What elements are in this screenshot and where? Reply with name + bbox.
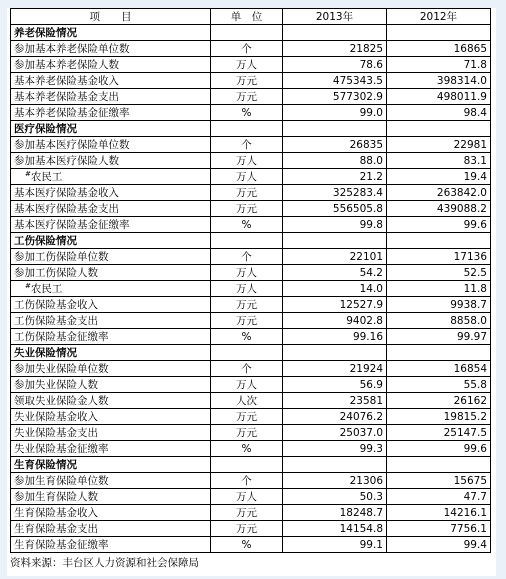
empty-cell — [283, 25, 387, 41]
value-2012: 8858.0 — [387, 313, 491, 329]
value-2012: 99.6 — [387, 217, 491, 233]
row-label: 基本医疗保险基金支出 — [14, 202, 119, 215]
value-2013: 99.3 — [283, 441, 387, 457]
header-unit: 单 位 — [211, 9, 283, 25]
value-2013: 21924 — [283, 361, 387, 377]
row-label-cell — [11, 201, 211, 217]
unit-cell: 万元 — [211, 297, 283, 313]
row-label-cell — [11, 313, 211, 329]
table-row — [11, 313, 491, 329]
unit-cell: 个 — [211, 249, 283, 265]
row-label: 参加基本医疗保险人数 — [14, 154, 119, 167]
empty-cell — [283, 457, 387, 473]
value-2013: 22101 — [283, 249, 387, 265]
row-label-cell — [11, 281, 211, 297]
row-label-cell — [11, 41, 211, 57]
value-2013: 26835 — [283, 137, 387, 153]
value-2012: 71.8 — [387, 57, 491, 73]
table-row — [11, 473, 491, 489]
unit-cell: 个 — [211, 473, 283, 489]
row-label-cell — [11, 361, 211, 377]
table-row — [11, 409, 491, 425]
value-2013: 21825 — [283, 41, 387, 57]
value-2012: 11.8 — [387, 281, 491, 297]
section-title: 失业保险情况 — [11, 345, 211, 361]
row-label-cell — [11, 489, 211, 505]
unit-cell: 万元 — [211, 409, 283, 425]
row-label-cell — [11, 537, 211, 553]
empty-cell — [211, 25, 283, 41]
table-body — [11, 9, 491, 553]
value-2012: 498011.9 — [387, 89, 491, 105]
table-row — [11, 249, 491, 265]
value-2013: 99.8 — [283, 217, 387, 233]
table-row — [11, 153, 491, 169]
empty-cell — [211, 233, 283, 249]
value-2013: 54.2 — [283, 265, 387, 281]
table-row — [11, 505, 491, 521]
row-label-cell — [11, 137, 211, 153]
empty-cell — [211, 345, 283, 361]
row-label: 基本医疗保险基金征缴率 — [14, 218, 130, 231]
row-label-cell — [11, 393, 211, 409]
value-2013: 99.16 — [283, 329, 387, 345]
row-label-cell — [11, 297, 211, 313]
section-row — [11, 457, 491, 473]
table-row — [11, 521, 491, 537]
value-2012: 26162 — [387, 393, 491, 409]
row-label: 生育保险基金收入 — [14, 506, 98, 519]
row-label: 生育保险基金支出 — [14, 522, 98, 535]
row-label: 工伤保险基金征缴率 — [14, 330, 109, 343]
empty-cell — [211, 457, 283, 473]
row-label: 参加生育保险单位数 — [14, 474, 109, 487]
empty-cell — [387, 345, 491, 361]
value-2013: 325283.4 — [283, 185, 387, 201]
unit-cell: 万元 — [211, 313, 283, 329]
row-label-cell — [11, 89, 211, 105]
row-label: 基本养老保险基金收入 — [14, 74, 119, 87]
row-label: 基本养老保险基金支出 — [14, 90, 119, 103]
table-row — [11, 425, 491, 441]
value-2012: 15675 — [387, 473, 491, 489]
unit-cell: 万人 — [211, 281, 283, 297]
footnote-mark: # — [25, 169, 31, 178]
row-label: 参加失业保险人数 — [14, 378, 98, 391]
row-label: 基本养老保险基金征缴率 — [14, 106, 130, 119]
value-2013: 9402.8 — [283, 313, 387, 329]
value-2012: 99.6 — [387, 441, 491, 457]
table-row — [11, 169, 491, 185]
section-title: 医疗保险情况 — [11, 121, 211, 137]
row-label: 生育保险基金征缴率 — [14, 538, 109, 551]
table-row — [11, 73, 491, 89]
row-label: 农民工 — [30, 170, 63, 183]
value-2012: 17136 — [387, 249, 491, 265]
value-2012: 19815.2 — [387, 409, 491, 425]
table-row — [11, 377, 491, 393]
footnote-mark: # — [25, 281, 31, 290]
table-row — [11, 137, 491, 153]
value-2013: 14154.8 — [283, 521, 387, 537]
row-label: 参加工伤保险单位数 — [14, 250, 109, 263]
value-2013: 25037.0 — [283, 425, 387, 441]
value-2012: 25147.5 — [387, 425, 491, 441]
value-2012: 98.4 — [387, 105, 491, 121]
unit-cell: 万人 — [211, 57, 283, 73]
value-2013: 78.6 — [283, 57, 387, 73]
empty-cell — [283, 121, 387, 137]
table-row — [11, 361, 491, 377]
value-2013: 99.0 — [283, 105, 387, 121]
empty-cell — [211, 121, 283, 137]
empty-cell — [387, 457, 491, 473]
value-2013: 50.3 — [283, 489, 387, 505]
row-label: 工伤保险基金支出 — [14, 314, 98, 327]
row-label-cell — [11, 73, 211, 89]
unit-cell: 万元 — [211, 89, 283, 105]
empty-cell — [387, 121, 491, 137]
table-row — [11, 441, 491, 457]
row-label: 参加工伤保险人数 — [14, 266, 98, 279]
value-2013: 12527.9 — [283, 297, 387, 313]
unit-cell: % — [211, 441, 283, 457]
row-label: 参加基本医疗保险单位数 — [14, 138, 130, 151]
section-row — [11, 25, 491, 41]
value-2013: 14.0 — [283, 281, 387, 297]
section-title: 生育保险情况 — [11, 457, 211, 473]
row-label: 参加生育保险人数 — [14, 490, 98, 503]
unit-cell: 万元 — [211, 521, 283, 537]
value-2013: 21306 — [283, 473, 387, 489]
value-2013: 556505.8 — [283, 201, 387, 217]
value-2012: 7756.1 — [387, 521, 491, 537]
insurance-statistics-table — [10, 8, 491, 553]
row-label-cell — [11, 217, 211, 233]
table-row — [11, 41, 491, 57]
empty-cell — [283, 345, 387, 361]
unit-cell: 万人 — [211, 265, 283, 281]
value-2013: 475343.5 — [283, 73, 387, 89]
row-label-cell — [11, 329, 211, 345]
row-label: 失业保险基金收入 — [14, 410, 98, 423]
row-label-cell — [11, 377, 211, 393]
unit-cell: 万元 — [211, 505, 283, 521]
table-row — [11, 105, 491, 121]
value-2012: 16865 — [387, 41, 491, 57]
table-row — [11, 329, 491, 345]
value-2013: 88.0 — [283, 153, 387, 169]
value-2012: 263842.0 — [387, 185, 491, 201]
value-2012: 398314.0 — [387, 73, 491, 89]
table-row — [11, 393, 491, 409]
row-label-cell — [11, 57, 211, 73]
value-2012: 22981 — [387, 137, 491, 153]
table-row — [11, 297, 491, 313]
table-row — [11, 185, 491, 201]
table-row — [11, 201, 491, 217]
unit-cell: 万人 — [211, 153, 283, 169]
value-2012: 83.1 — [387, 153, 491, 169]
empty-cell — [283, 233, 387, 249]
row-label: 参加失业保险单位数 — [14, 362, 109, 375]
value-2013: 24076.2 — [283, 409, 387, 425]
row-label-cell — [11, 409, 211, 425]
unit-cell: 万人 — [211, 377, 283, 393]
value-2013: 99.1 — [283, 537, 387, 553]
unit-cell: 万元 — [211, 73, 283, 89]
table-row — [11, 217, 491, 233]
unit-cell: 万元 — [211, 201, 283, 217]
value-2013: 577302.9 — [283, 89, 387, 105]
value-2012: 99.4 — [387, 537, 491, 553]
value-2012: 99.97 — [387, 329, 491, 345]
row-label-cell — [11, 169, 211, 185]
section-title: 工伤保险情况 — [11, 233, 211, 249]
unit-cell: % — [211, 329, 283, 345]
value-2013: 56.9 — [283, 377, 387, 393]
section-row — [11, 233, 491, 249]
row-label: 参加基本养老保险人数 — [14, 58, 119, 71]
table-row — [11, 57, 491, 73]
row-label: 领取失业保险金人数 — [14, 394, 109, 407]
unit-cell: % — [211, 537, 283, 553]
header-item: 项 目 — [11, 9, 211, 25]
section-title: 养老保险情况 — [11, 25, 211, 41]
row-label-cell — [11, 473, 211, 489]
unit-cell: 个 — [211, 137, 283, 153]
value-2012: 19.4 — [387, 169, 491, 185]
value-2012: 16854 — [387, 361, 491, 377]
row-label-cell — [11, 521, 211, 537]
unit-cell: 万人 — [211, 489, 283, 505]
unit-cell: % — [211, 217, 283, 233]
table-row — [11, 265, 491, 281]
table-row — [11, 89, 491, 105]
table-header-row — [11, 9, 491, 25]
value-2012: 439088.2 — [387, 201, 491, 217]
row-label: 失业保险基金支出 — [14, 426, 98, 439]
statistics-sheet — [7, 8, 496, 576]
row-label: 参加基本养老保险单位数 — [14, 42, 130, 55]
value-2012: 52.5 — [387, 265, 491, 281]
unit-cell: 个 — [211, 41, 283, 57]
value-2012: 9938.7 — [387, 297, 491, 313]
row-label-cell — [11, 105, 211, 121]
row-label: 基本医疗保险基金收入 — [14, 186, 119, 199]
row-label: 工伤保险基金收入 — [14, 298, 98, 311]
header-year-2013: 2013年 — [283, 9, 387, 25]
value-2013: 21.2 — [283, 169, 387, 185]
unit-cell: 万元 — [211, 185, 283, 201]
unit-cell: % — [211, 105, 283, 121]
section-row — [11, 121, 491, 137]
value-2012: 14216.1 — [387, 505, 491, 521]
row-label-cell — [11, 185, 211, 201]
empty-cell — [387, 25, 491, 41]
value-2012: 47.7 — [387, 489, 491, 505]
row-label-cell — [11, 265, 211, 281]
row-label-cell — [11, 425, 211, 441]
row-label-cell — [11, 153, 211, 169]
source-note: 资料来源：丰台区人力资源和社会保障局 — [10, 557, 199, 569]
row-label: 农民工 — [30, 282, 63, 295]
unit-cell: 个 — [211, 361, 283, 377]
value-2013: 23581 — [283, 393, 387, 409]
row-label-cell — [11, 441, 211, 457]
table-row — [11, 537, 491, 553]
unit-cell: 万人 — [211, 169, 283, 185]
header-year-2012: 2012年 — [387, 9, 491, 25]
section-row — [11, 345, 491, 361]
unit-cell: 人次 — [211, 393, 283, 409]
row-label-cell — [11, 505, 211, 521]
empty-cell — [387, 233, 491, 249]
value-2012: 55.8 — [387, 377, 491, 393]
value-2013: 18248.7 — [283, 505, 387, 521]
unit-cell: 万元 — [211, 425, 283, 441]
row-label-cell — [11, 249, 211, 265]
row-label: 失业保险基金征缴率 — [14, 442, 109, 455]
table-row — [11, 281, 491, 297]
table-row — [11, 489, 491, 505]
